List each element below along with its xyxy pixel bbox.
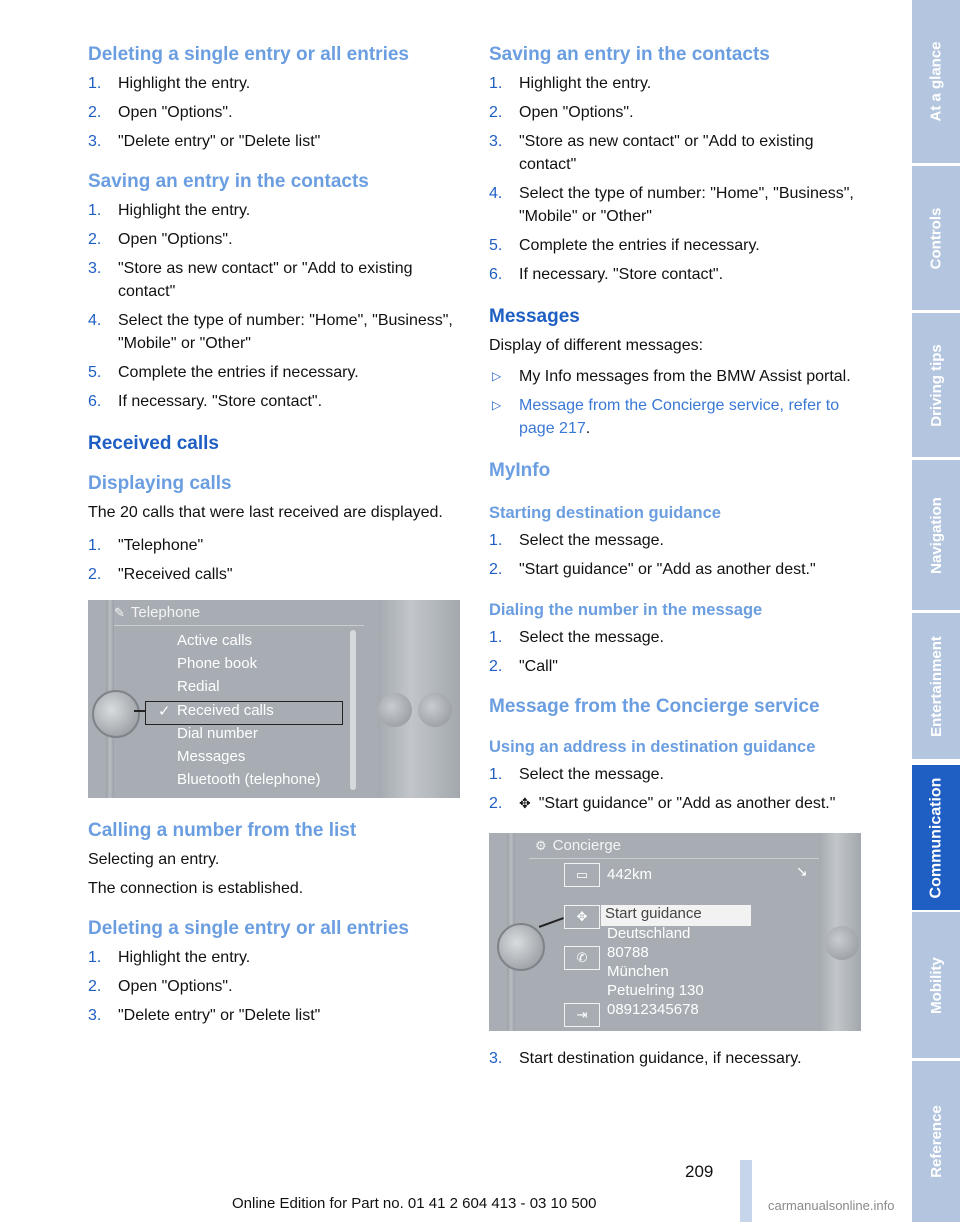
step: 3. "Store as new contact" or "Add to existing contact" [489, 133, 814, 173]
watermark: carmanualsonline.info [768, 1198, 895, 1213]
step: 2. "Call" [489, 658, 558, 675]
tab-driving-tips[interactable]: Driving tips [912, 313, 960, 457]
pointer-line [134, 710, 146, 712]
arrow-down-right-icon: ↘ [796, 863, 808, 879]
step: 1. "Telephone" [88, 537, 204, 554]
step: 2. Open "Options". [88, 978, 233, 995]
concierge-screenshot [489, 833, 861, 1031]
heading-save-contact: Saving an entry in the contacts [489, 44, 770, 65]
steps-received-calls [88, 534, 460, 586]
steps-use-address [489, 763, 861, 815]
page-number: 209 [685, 1162, 714, 1181]
step: 1. Highlight the entry. [88, 75, 251, 92]
tab-entertainment[interactable]: Entertainment [912, 613, 960, 759]
step: 1. Highlight the entry. [489, 75, 652, 92]
menu-item: Active calls [177, 632, 253, 649]
address-line: Petuelring 130 [607, 982, 704, 999]
heading-delete-entries-2: Deleting a single entry or all entries [88, 918, 409, 939]
heading-concierge: Message from the Concierge service [489, 696, 820, 717]
screen-title: ⚙ Concierge [535, 837, 622, 854]
tab-controls[interactable]: Controls [912, 166, 960, 310]
address-line: 08912345678 [607, 1001, 699, 1018]
menu-item: Dial number [177, 725, 258, 742]
step: 1. Select the message. [489, 532, 664, 549]
paragraph: The 20 calls that were last received are displayed. [88, 504, 443, 521]
phone-icon: ✆ [564, 946, 600, 970]
step: 2. Open "Options". [88, 231, 233, 248]
heading-displaying-calls: Displaying calls [88, 473, 232, 494]
concierge-icon: ⚙ [535, 838, 547, 853]
heading-delete-entries: Deleting a single entry or all entries [88, 44, 409, 65]
step: 2. "Start guidance" or "Add as another dest." [489, 561, 816, 578]
step: 2. Open "Options". [88, 104, 233, 121]
controller-knob-icon [497, 923, 545, 971]
step: 3. "Delete entry" or "Delete list" [88, 1007, 321, 1024]
step: 1. Highlight the entry. [88, 949, 251, 966]
address-line: 80788 [607, 944, 649, 961]
menu-item: Messages [177, 748, 246, 765]
heading-start-guidance: Starting destination guidance [489, 504, 721, 522]
page-marker-bar [740, 1160, 752, 1222]
triangle-bullet-icon: ▷ [492, 398, 502, 412]
paragraph: The connection is established. [88, 880, 304, 897]
steps-dial-number [489, 626, 861, 678]
heading-calling-number: Calling a number from the list [88, 820, 357, 841]
bullet-item: ▷ Message from the Concierge service, refer to page 217. [489, 394, 861, 440]
steps-delete-entries-2 [88, 946, 460, 1027]
telephone-menu-screenshot [88, 600, 460, 798]
chapter-sidebar [910, 0, 960, 1222]
step: 2. Open "Options". [489, 104, 634, 121]
step: 5. Complete the entries if necessary. [489, 237, 760, 254]
menu-item: Bluetooth (telephone) [177, 771, 321, 788]
edition-footer: Online Edition for Part no. 01 41 2 604 413 - 03 10 500 [232, 1195, 597, 1212]
heading-myinfo: MyInfo [489, 460, 551, 481]
steps-start-guidance [489, 529, 861, 581]
screen [114, 600, 378, 798]
controller-knob-icon [92, 690, 140, 738]
step: 1. Select the message. [489, 629, 664, 646]
title-divider [529, 858, 819, 859]
bullet-item: ▷ My Info messages from the BMW Assist portal. [489, 365, 861, 388]
paragraph: Selecting an entry. [88, 851, 220, 868]
navigation-flag-icon: ✥ [519, 795, 531, 811]
screen-title: ✎ Telephone [114, 604, 201, 621]
plus-icon [825, 926, 859, 960]
steps-save-contact [489, 72, 861, 286]
menu-item: Redial [177, 678, 220, 695]
menu-item: Phone book [177, 655, 258, 672]
book-icon: ▭ [564, 863, 600, 887]
step: 2. ✥ "Start guidance" or "Add as another dest." [489, 795, 836, 812]
menu-item-selected: Received calls [177, 702, 274, 719]
heading-received-calls: Received calls [88, 433, 219, 454]
step: 4. Select the type of number: "Home", "Business", "Mobile" or "Other" [88, 312, 453, 352]
heading-messages: Messages [489, 306, 580, 327]
step: 3. "Store as new contact" or "Add to existing contact" [88, 260, 413, 300]
heading-use-address: Using an address in destination guidance [489, 738, 816, 756]
message-types-list [489, 365, 861, 440]
tab-at-a-glance[interactable]: At a glance [912, 0, 960, 163]
tab-mobility[interactable]: Mobility [912, 912, 960, 1058]
paragraph: Display of different messages: [489, 337, 704, 354]
step: 5. Complete the entries if necessary. [88, 364, 359, 381]
step: 3. Start destination guidance, if necessary. [489, 1050, 802, 1067]
step: 1. Select the message. [489, 766, 664, 783]
tab-navigation[interactable]: Navigation [912, 460, 960, 610]
check-icon: ✓ [158, 703, 171, 720]
address-line: München [607, 963, 669, 980]
option-start-guidance: Start guidance [605, 905, 702, 922]
navigation-flag-icon: ✥ [564, 905, 600, 929]
options-icon [418, 693, 452, 727]
tab-reference[interactable]: Reference [912, 1061, 960, 1222]
address-line: Deutschland [607, 925, 691, 942]
steps-delete-entries [88, 72, 460, 153]
tab-communication[interactable]: Communication [912, 762, 960, 910]
scrollbar [350, 630, 356, 790]
step: 6. If necessary. "Store contact". [489, 266, 724, 283]
export-icon: ⇥ [564, 1003, 600, 1027]
steps-save-contact [88, 199, 460, 413]
step: 3. "Delete entry" or "Delete list" [88, 133, 321, 150]
title-divider [114, 625, 364, 626]
steps-final [489, 1047, 861, 1070]
step: 2. "Received calls" [88, 566, 233, 583]
wrench-icon: ✎ [114, 605, 125, 620]
heading-dial-number: Dialing the number in the message [489, 601, 763, 619]
triangle-bullet-icon: ▷ [492, 369, 502, 383]
step: 6. If necessary. "Store contact". [88, 393, 323, 410]
right-column [489, 44, 861, 1076]
heading-save-contact: Saving an entry in the contacts [88, 171, 369, 192]
step: 1. Highlight the entry. [88, 202, 251, 219]
page-reference-link[interactable]: Message from the Concierge service, refer to page 217 [519, 397, 840, 437]
settings-icon [378, 693, 412, 727]
step: 4. Select the type of number: "Home", "Business", "Mobile" or "Other" [489, 185, 854, 225]
left-column [88, 44, 460, 1033]
distance-label: 442km [607, 866, 653, 883]
